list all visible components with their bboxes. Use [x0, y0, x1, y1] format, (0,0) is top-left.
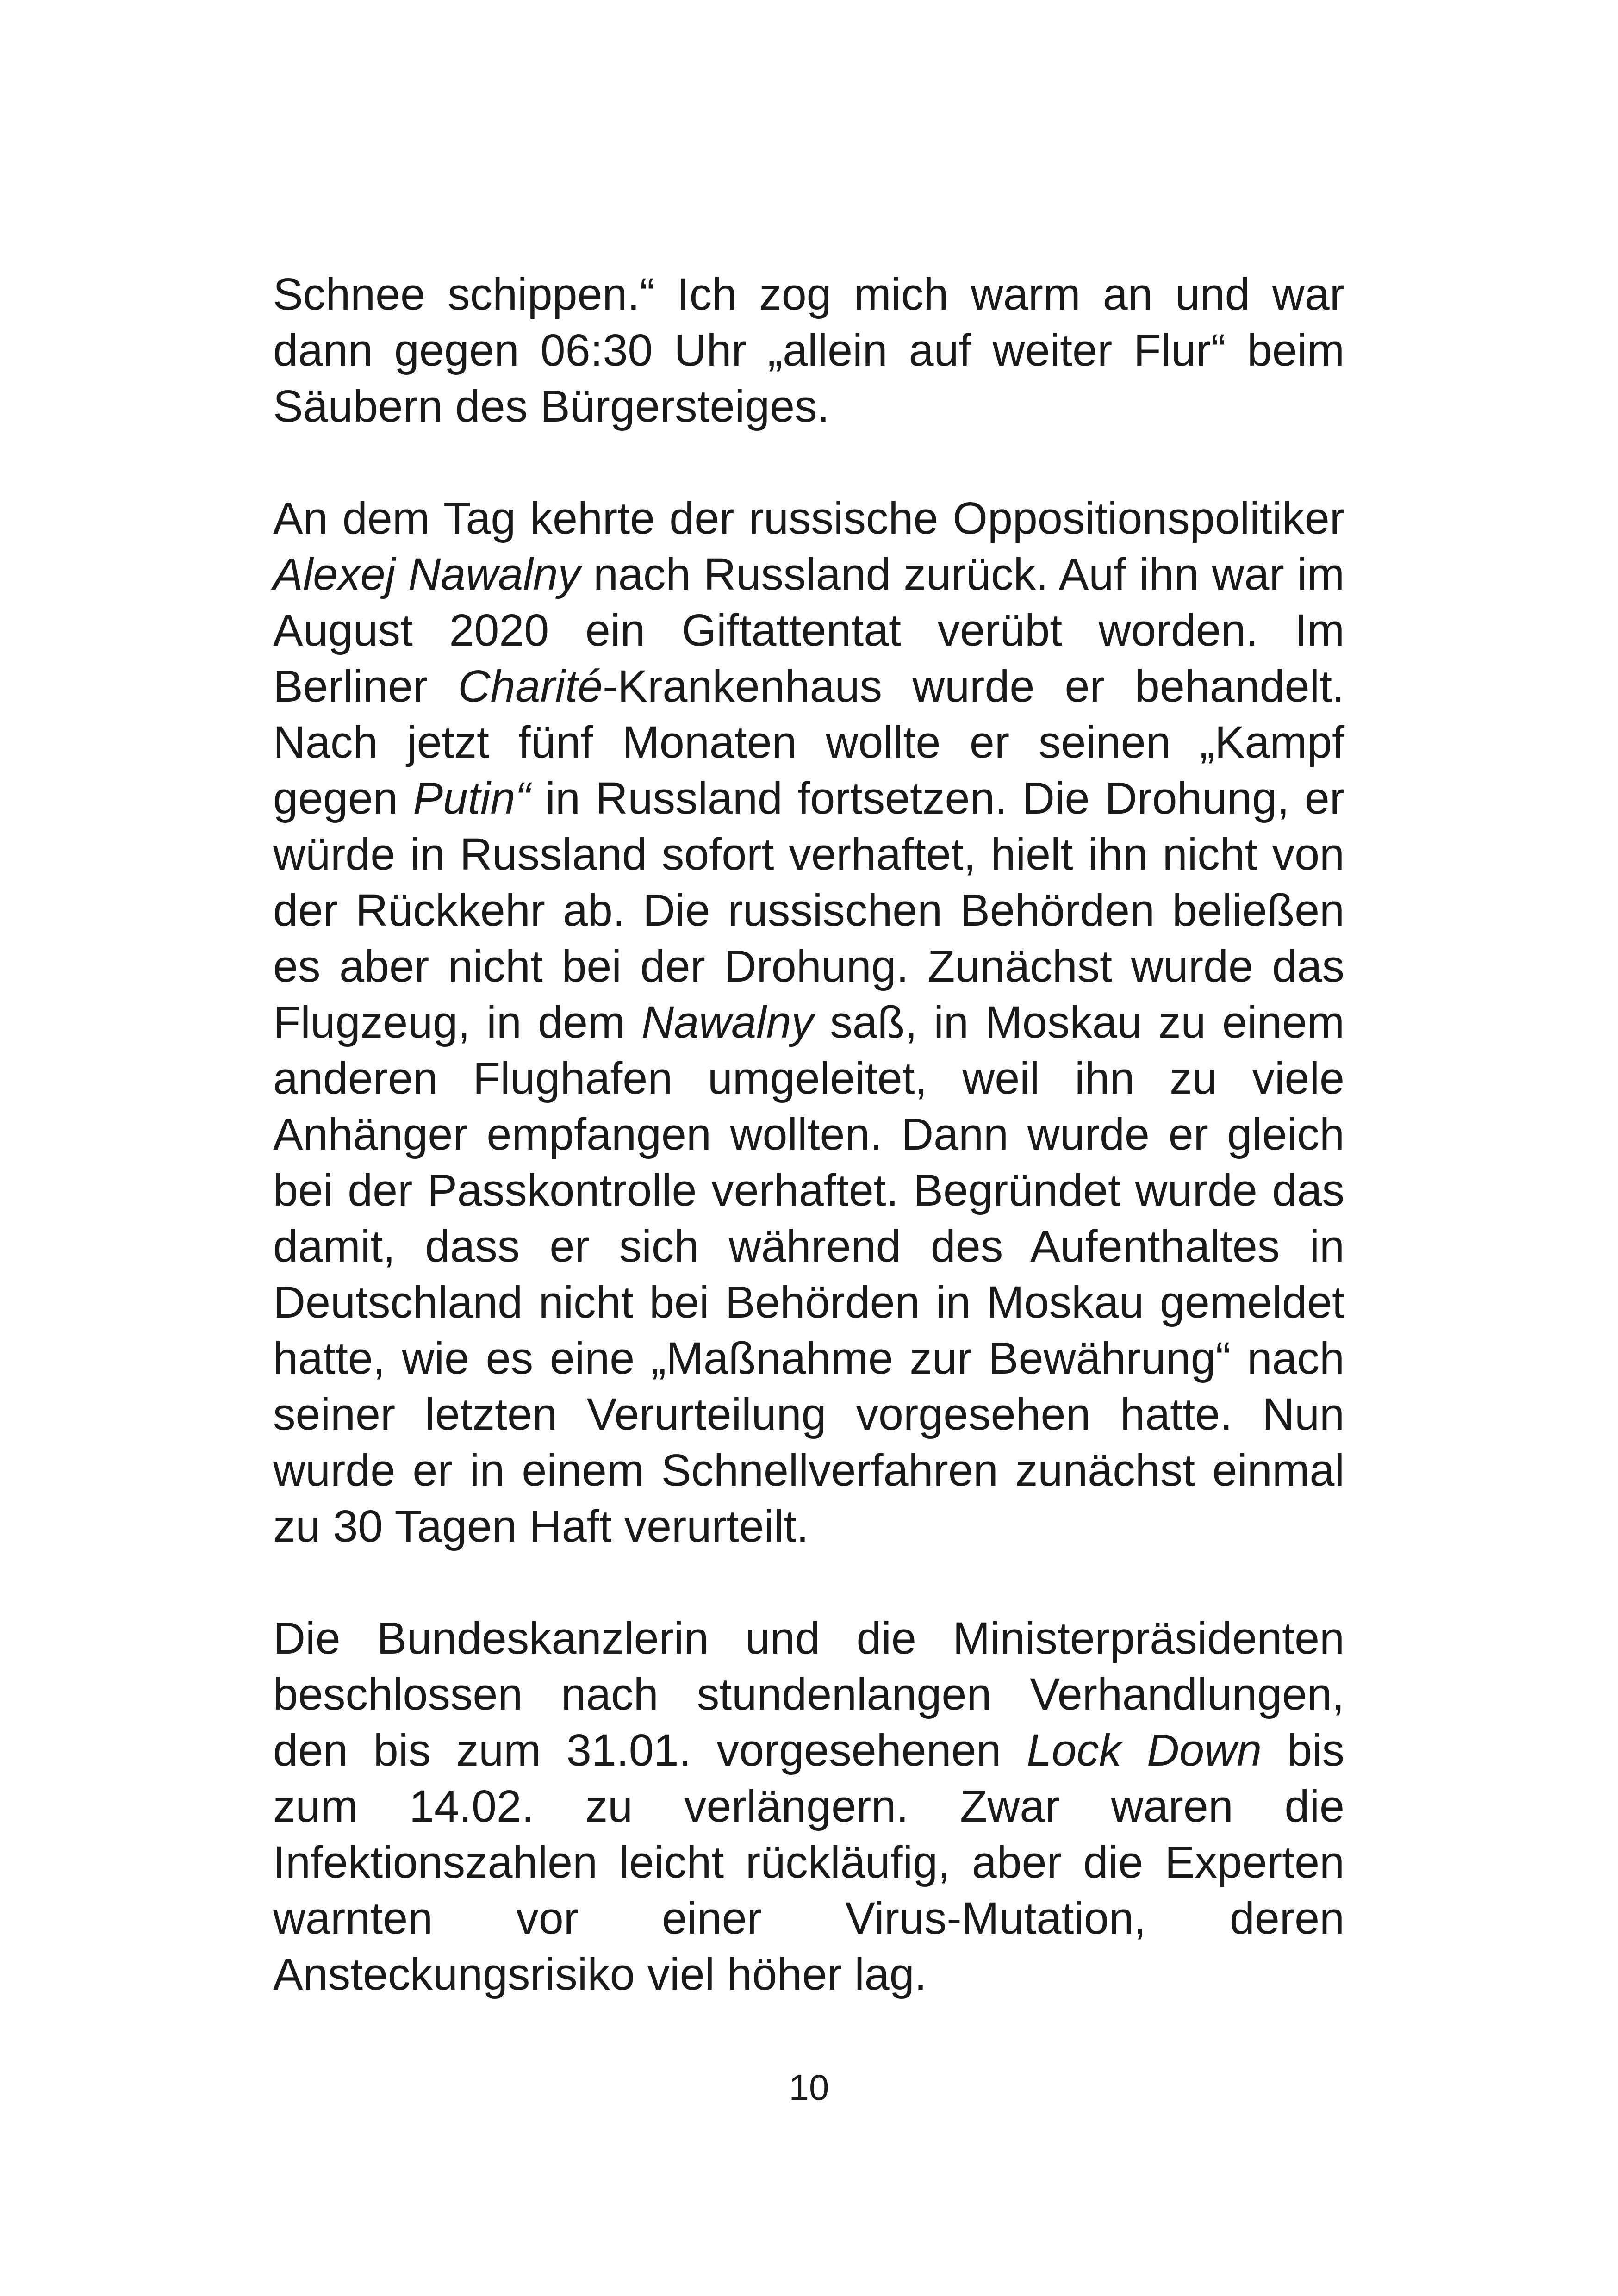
- paragraph-1: [273, 266, 1344, 434]
- emphasis-nawalny: Nawalny: [641, 997, 814, 1047]
- paragraph-2-text: -Krankenhaus wurde er behandelt. Nach jetzt fünf Monaten wollte er seinen „Kampf gegen: [273, 661, 1345, 823]
- paragraph-2-text: An dem Tag kehrte der russische Oppositionspolitiker: [273, 493, 1344, 543]
- paragraph-2-text: in Russland fortsetzen. Die Drohung, er würde in Russland sofort verhaftet, hielt ihn nicht von der Rückkehr ab. Die russischen Behörden beließen es aber nicht bei der Drohung. Zunächst wurde das Flugzeug, in dem: [273, 773, 1344, 1047]
- emphasis-putin: Putin“: [413, 773, 530, 823]
- paragraph-2: [273, 490, 1344, 1554]
- paragraph-2-text: nach Russland zurück. Auf ihn war im August 2020 ein Giftattentat verübt worden. Im Berliner: [273, 549, 1344, 711]
- body-text: [273, 266, 1344, 2002]
- emphasis-charite: Charité: [458, 661, 603, 711]
- emphasis-lock-down: Lock Down: [1027, 1725, 1262, 1775]
- page-number: 10: [789, 2067, 829, 2108]
- paragraph-1-text: Schnee schippen.“ Ich zog mich warm an und war dann gegen 06:30 Uhr „allein auf weiter Flur“ beim Säubern des Bürgersteiges.: [273, 269, 1344, 431]
- paragraph-2-text: saß, in Moskau zu einem anderen Flughafen umgeleitet, weil ihn zu viele Anhänger empfangen wollten. Dann wurde er gleich bei der Passkontrolle verhaftet. Begründet wurde das damit, dass er sich während des Aufenthaltes in Deutschland nicht bei Behörden in Moskau gemeldet hatte, wie es eine „Maßnahme zur Bewährung“ nach seiner letzten Verurteilung vorgesehen hatte. Nun wurde er in einem Schnellverfahren zunächst einmal zu 30 Tagen Haft verurteilt.: [273, 997, 1344, 1551]
- paragraph-3: [273, 1610, 1344, 2002]
- paragraph-3-text: Die Bundeskanzlerin und die Ministerpräsidenten beschlossen nach stundenlangen Verhandlungen, den bis zum 31.01. vorgesehenen: [273, 1613, 1344, 1775]
- paragraph-3-text: bis zum 14.02. zu verlängern. Zwar waren die Infektionszahlen leicht rückläufig, aber die Experten warnten vor einer Virus-Mutation, deren Ansteckungsrisiko viel höher lag.: [273, 1725, 1345, 1999]
- emphasis-name-nawalny: Alexej Nawalny: [273, 549, 581, 599]
